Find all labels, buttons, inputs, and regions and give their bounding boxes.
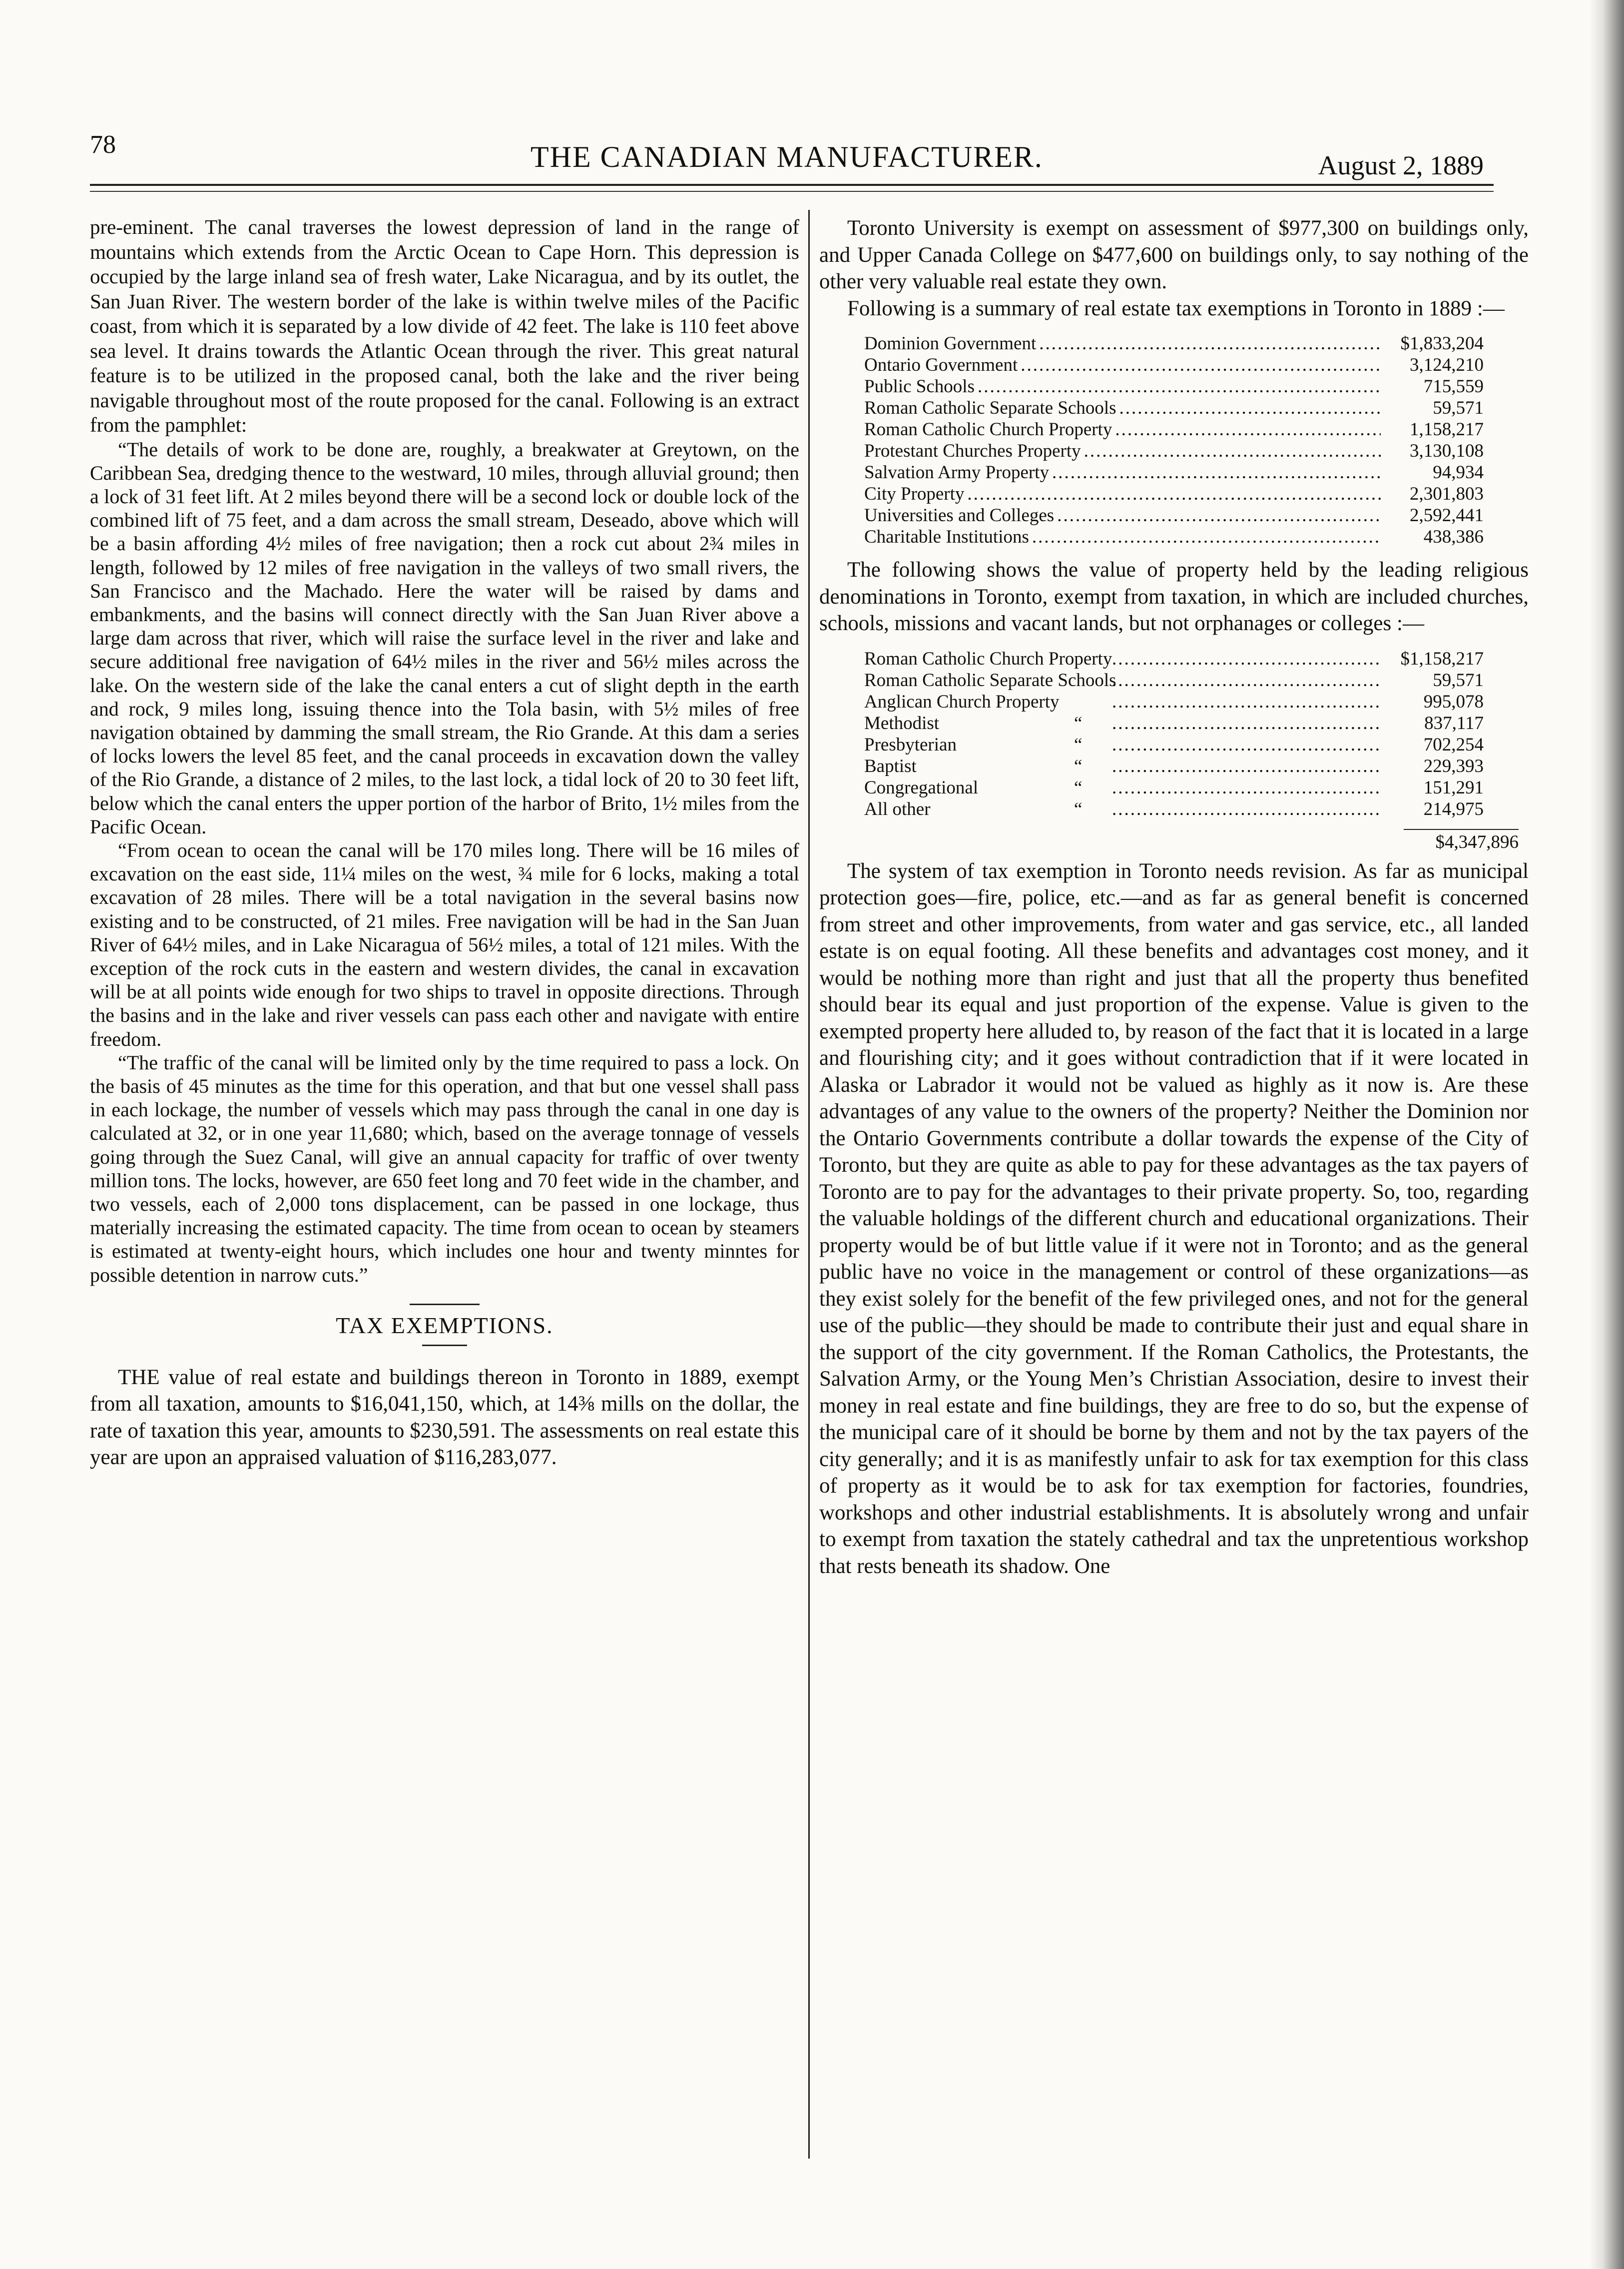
row-label: Anglican Church Property	[864, 691, 1060, 712]
leader-dots	[1112, 713, 1381, 734]
row-label: Roman Catholic Church Property	[864, 419, 1112, 440]
page-number: 78	[90, 130, 116, 159]
exemptions-table	[864, 333, 1484, 548]
leader-dots	[1039, 333, 1381, 354]
page-edge-shadow	[1589, 0, 1624, 2269]
leader-dots	[1112, 798, 1381, 820]
leader-dots	[1119, 397, 1381, 419]
leader-dots	[1112, 691, 1381, 713]
row-amount: 59,571	[1433, 398, 1484, 418]
table-row	[864, 419, 1484, 440]
row-label: Public Schools	[864, 376, 975, 397]
row-amount: 151,291	[1423, 777, 1484, 798]
row-label: Protestant Churches Property	[864, 441, 1081, 461]
table-row	[864, 798, 1484, 820]
row-label: Universities and Colleges	[864, 505, 1055, 526]
row-label: All other	[864, 798, 931, 819]
table-row	[864, 670, 1484, 691]
table-row	[864, 397, 1484, 419]
row-amount: 229,393	[1423, 756, 1484, 776]
ditto-mark: “	[1074, 798, 1083, 819]
quoted-paragraph: “From ocean to ocean the canal will be 170 miles long. There will be 16 miles of excavation on the east side, 11¼ miles on the west, ¾ mile for 6 locks, making a total excavation of 28 miles. There will be a total navigation in the several basins now existing and to be constructed, of 21 miles. Free navigation will be had in the San Juan River of 64½ miles, and in Lake Nicaragua of 56½ miles, a total of 121 miles. With the exception of the rock cuts in the eastern and western divides, the canal in excavation will be at all points wide enough for two ships to travel in opposite directions. Through the basins and in the lake and river vessels can pass each other and navigate with entire freedom.	[90, 838, 799, 1050]
leader-dots	[978, 376, 1381, 397]
quoted-paragraph: “The traffic of the canal will be limited only by the time required to pass a lock. On the basis of 45 minutes as the time for this operation, and that but one vessel shall pass in each lockage, the number of vessels which may pass through the canal in one day is calculated at 32, or in one year 11,680; which, based on the average tonnage of vessels going through the Suez Canal, will give an annual capacity for traffic of over twenty million tons. The locks, however, are 650 feet long and 70 feet wide in the chamber, and two vessels, each of 2,000 tons displacement, can be passed in one lockage, thus materially increasing the estimated capacity. The time from ocean to ocean by steamers is estimated at twenty-eight hours, which includes one hour and twenty minntes for possible detention in narrow cuts.”	[90, 1051, 799, 1286]
row-label: Presbyterian	[864, 734, 957, 755]
leader-dots	[1112, 777, 1381, 798]
row-label: Congregational	[864, 777, 979, 798]
paragraph: Following is a summary of real estate tax exemptions in Toronto in 1889 :—	[847, 296, 1505, 320]
row-amount: 702,254	[1423, 734, 1484, 755]
paragraph: pre-eminent. The canal traverses the lowest depression of land in the range of mountains which extends from the Arctic Ocean to Cape Horn. This depression is occupied by the large inland sea of fresh water, Lake Nicaragua, and by its outlet, the San Juan River. The western border of the lake is within twelve miles of the Pacific coast, from which it is separated by a low divide of 42 feet. The lake is 110 feet above sea level. It drains towards the Atlantic Ocean through the river. This great natural feature is to be utilized in the proposed canal, both the lake and the river being navigable throughout most of the route proposed for the canal. Following is an extract from the pamphlet:	[90, 215, 799, 436]
row-amount: 3,130,108	[1410, 441, 1484, 461]
row-amount: 438,386	[1423, 527, 1484, 547]
leader-dots	[1115, 419, 1381, 440]
row-amount: 2,301,803	[1410, 484, 1484, 504]
row-label: Charitable Institutions	[864, 527, 1029, 547]
section-rule	[422, 1345, 467, 1346]
page-header	[90, 120, 1484, 180]
paragraph: The following shows the value of property held by the leading religious denominations in Toronto, exempt from taxation, in which are included churches, schools, missions and vacant lands, but not orphanages or colleges :—	[819, 558, 1529, 635]
paragraph: The system of tax exemption in Toronto needs revision. As far as municipal protection goes—fire, police, etc.—and as far as general benefit is concerned from street and other improvements, from water and gas service, etc., all landed estate is on equal footing. All these benefits and advantages cost money, and it would be nothing more than right and just that all the property thus benefited should bear its equal and just proportion of the expense. Value is given to the exempted property here alluded to, by reason of the fact that it is located in a large and flourishing city; and it goes without contradiction that if it were located in Alaska or Labrador it would not be valued as highly as it now is. Are these advantages of any value to the owners of the property? Neither the Dominion nor the Ontario Governments contribute a dollar towards the expense of the City of Toronto, but they are quite as able to pay for these advantages as the tax payers of Toronto are to pay for the advantages to their private property. So, too, regarding the valuable holdings of the different church and educational organizations. Their property would be of but little value if it were not in Toronto; and as the general public have no voice in the management or control of these organizations—as they exist solely for the benefit of the few privileged ones, and not for the general use of the public—they should be made to contribute their just and equal share in the support of the city government. If the Roman Catholics, the Protestants, the Salvation Army, or the Young Men’s Christian Association, desire to invest their money in real estate and fine buildings, they are free to do so, but the expense of the municipal care of it should be borne by them and not by the tax payers of the city generally; and it is as manifestly unfair to ask for tax exemption for this class of property as it would be to ask for tax exemption for factories, foundries, workshops and other industrial establishments. It is absolutely wrong and unfair to exempt from taxation the stately cathedral and tax the unpretentious workshop that rests beneath its shadow. One	[819, 859, 1529, 1578]
left-column	[90, 215, 799, 1471]
table-row	[864, 777, 1484, 798]
row-label: Roman Catholic Separate Schools	[864, 398, 1116, 418]
column-divider	[808, 210, 810, 2159]
row-label: Methodist	[864, 713, 940, 734]
leader-dots	[1021, 354, 1381, 376]
table-row	[864, 691, 1484, 713]
leader-dots	[1052, 462, 1381, 483]
row-label: Ontario Government	[864, 355, 1018, 375]
row-amount: 3,124,210	[1410, 355, 1484, 375]
table-row	[864, 756, 1484, 777]
table-row	[864, 333, 1484, 354]
right-column	[819, 215, 1529, 1579]
row-label: City Property	[864, 484, 965, 504]
table-row	[864, 483, 1484, 505]
row-label: Dominion Government	[864, 333, 1037, 354]
row-amount: 214,975	[1423, 798, 1484, 819]
ditto-mark: “	[1074, 734, 1083, 755]
row-amount: $1,833,204	[1400, 333, 1484, 354]
table-row	[864, 713, 1484, 734]
row-label: Salvation Army Property	[864, 462, 1049, 483]
row-label: Roman Catholic Separate Schools	[864, 670, 1116, 691]
leader-dots	[1112, 756, 1381, 777]
row-amount: 2,592,441	[1410, 505, 1484, 526]
paragraph: Toronto University is exempt on assessment of $977,300 on buildings only, and Upper Canada College on $477,600 on buildings only, to say nothing of the other very valuable real estate they own.	[819, 216, 1529, 293]
leader-dots	[1112, 670, 1381, 691]
header-rule	[90, 184, 1494, 186]
publication-title: THE CANADIAN MANUFACTURER.	[531, 140, 1043, 173]
row-label: Roman Catholic Church Property	[864, 648, 1112, 669]
header-rule-thin	[90, 191, 1494, 192]
leader-dots	[1084, 440, 1381, 462]
ditto-mark: “	[1074, 777, 1083, 798]
table-row	[864, 354, 1484, 376]
table-row	[864, 734, 1484, 756]
table-total: $4,347,896	[1435, 831, 1519, 852]
ditto-mark: “	[1074, 713, 1083, 734]
leader-dots	[1112, 734, 1381, 756]
row-amount: 94,934	[1433, 462, 1484, 483]
section-title: TAX EXEMPTIONS.	[336, 1312, 553, 1338]
row-amount: 995,078	[1423, 691, 1484, 712]
table-row	[864, 462, 1484, 483]
ditto-mark: “	[1074, 756, 1083, 776]
leader-dots	[1032, 526, 1381, 548]
row-amount: $1,158,217	[1400, 648, 1484, 669]
paragraph: THE value of real estate and buildings thereon in Toronto in 1889, exempt from all taxation, amounts to $16,041,150, which, at 14⅜ mills on the dollar, the rate of taxation this year, amounts to $230,591. The assessments on real estate this year are upon an appraised valuation of $116,283,077.	[90, 1365, 799, 1470]
row-amount: 59,571	[1433, 670, 1484, 691]
section-rule	[410, 1304, 480, 1305]
row-amount: 837,117	[1424, 713, 1484, 734]
table-row	[864, 505, 1484, 526]
denominations-table	[864, 648, 1484, 820]
leader-dots	[1112, 648, 1381, 670]
leader-dots	[967, 483, 1381, 505]
table-row	[864, 648, 1484, 670]
row-amount: 715,559	[1423, 376, 1484, 397]
table-row	[864, 440, 1484, 462]
leader-dots	[1057, 505, 1381, 526]
table-row	[864, 526, 1484, 548]
row-label: Baptist	[864, 756, 917, 776]
table-row	[864, 376, 1484, 397]
quoted-paragraph: “The details of work to be done are, roughly, a breakwater at Greytown, on the Caribbean Sea, dredging thence to the westward, 10 miles, through alluvial ground; then a lock of 31 feet lift. At 2 miles beyond there will be a second lock or double lock of the combined lift of 75 feet, and a dam across the small stream, Deseado, above which will be a basin affording 4½ miles of free navigation; then a rock cut about 2¾ miles in length, followed by 12 miles of free navigation in the valleys of two small rivers, the San Francisco and the Machado. Here the water will be raised by dams and embankments, and the basins will connect directly with the San Juan River above a large dam across that river, which will raise the surface level in the river and lake and secure additional free navigation of 64½ miles in the river and 56½ miles across the lake. On the western side of the lake the canal enters a cut of slight depth in the earth and rock, 9 miles long, issuing thence into the Tola basin, with 5½ miles of free navigation obtained by damming the small stream, the Rio Grande. At this dam a series of locks lowers the level 85 feet, and the canal proceeds in excavation down the valley of the Rio Grande, a distance of 2 miles, to the last lock, a tidal lock of 20 to 30 feet lift, below which the canal enters the upper portion of the harbor of Brito, 1½ miles from the Pacific Ocean.	[90, 438, 799, 838]
row-amount: 1,158,217	[1410, 419, 1484, 440]
issue-date: August 2, 1889	[1318, 150, 1484, 180]
